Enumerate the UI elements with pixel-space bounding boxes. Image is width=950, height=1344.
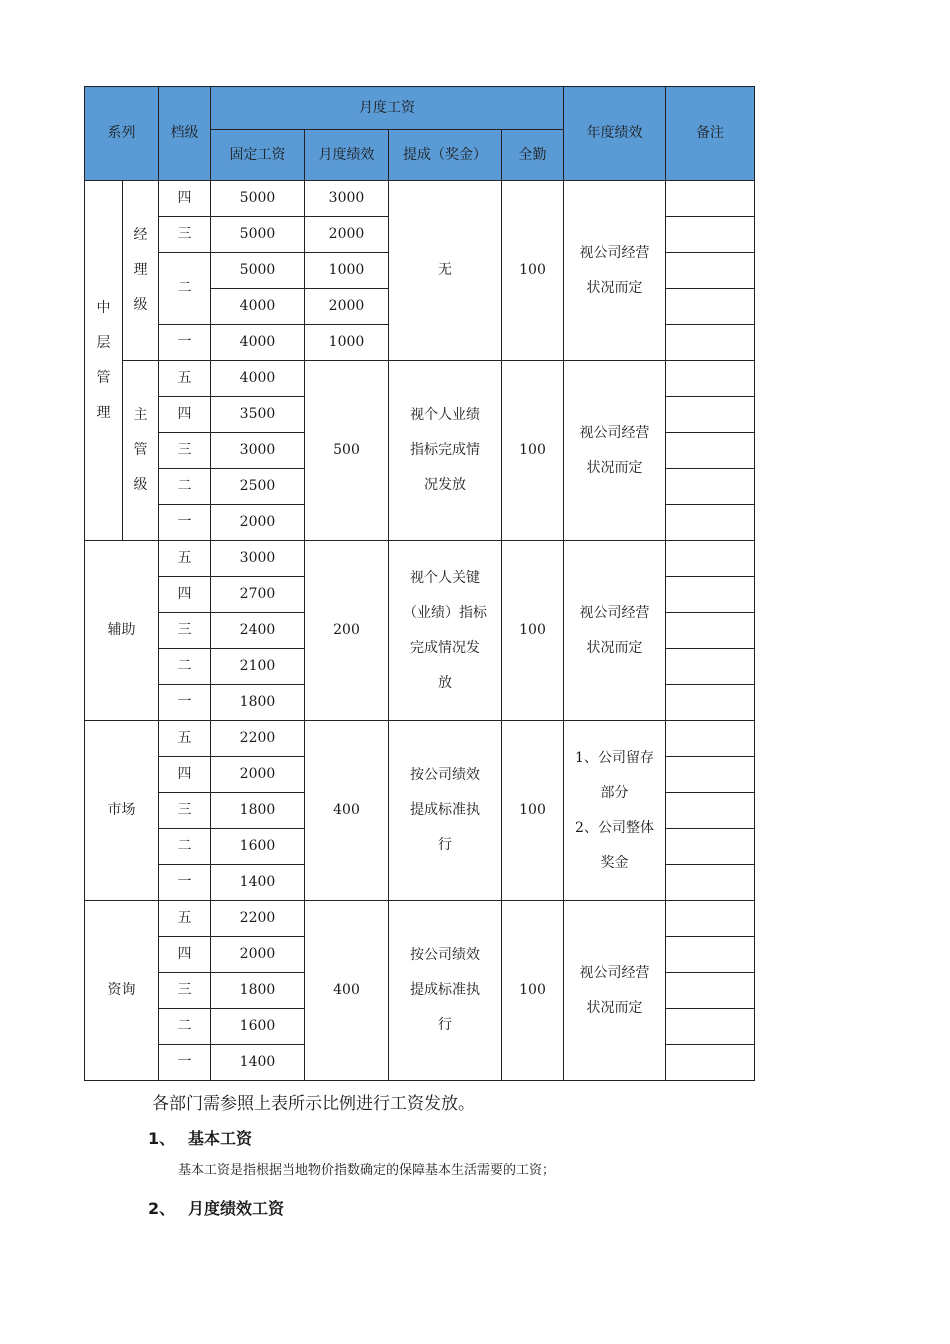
series-label: 中层管理: [96, 299, 111, 421]
fixed-salary-cell: 2100: [211, 649, 305, 685]
remarks-cell: [666, 613, 755, 649]
fixed-salary-cell: 5000: [211, 253, 305, 289]
grade-cell: 五: [159, 541, 211, 577]
annual-line: 1、公司留存: [575, 749, 654, 766]
commission-line: 按公司绩效: [410, 767, 480, 783]
subseries-cell-manager: [123, 181, 159, 361]
grade-cell: 二: [159, 253, 211, 325]
commission-cell: [389, 901, 502, 1081]
remarks-cell: [666, 433, 755, 469]
section-number: 1、: [148, 1129, 176, 1148]
subseries-cell-supervisor: [123, 361, 159, 541]
remarks-cell: [666, 253, 755, 289]
remarks-cell: [666, 685, 755, 721]
commission-line: 视个人关键: [410, 569, 480, 586]
section-heading-monthly-performance: [148, 1196, 284, 1219]
subseries-label: 主管级: [133, 407, 148, 493]
grade-cell: 二: [159, 469, 211, 505]
fixed-salary-cell: 2000: [211, 757, 305, 793]
remarks-cell: [666, 901, 755, 937]
series-cell-consulting: 资询: [85, 901, 159, 1081]
remarks-cell: [666, 937, 755, 973]
grade-cell: 一: [159, 1045, 211, 1081]
header-monthly-performance: 月度绩效: [305, 130, 389, 181]
remarks-cell: [666, 505, 755, 541]
annual-line: 视公司经营: [579, 604, 650, 621]
annual-line: 视公司经营: [579, 964, 650, 981]
fixed-salary-cell: 2500: [211, 469, 305, 505]
remarks-cell: [666, 1009, 755, 1045]
fixed-salary-cell: 1800: [211, 793, 305, 829]
header-attendance: 全勤: [502, 130, 564, 181]
monthly-performance-cell: 200: [305, 541, 389, 721]
attendance-cell: 100: [502, 541, 564, 721]
monthly-performance-cell: 400: [305, 901, 389, 1081]
grade-cell: 四: [159, 397, 211, 433]
grade-cell: 一: [159, 325, 211, 361]
commission-line: 指标完成情: [410, 442, 480, 458]
annual-line: 部分: [600, 784, 629, 801]
annual-line: 状况而定: [586, 639, 643, 656]
section-body-basic-salary: 基本工资是指根据当地物价指数确定的保障基本生活需要的工资；: [178, 1163, 556, 1178]
commission-line: 按公司绩效: [410, 947, 480, 963]
grade-cell: 四: [159, 577, 211, 613]
commission-line: （业绩）指标: [403, 604, 487, 621]
remarks-cell: [666, 181, 755, 217]
attendance-cell: 100: [502, 721, 564, 901]
fixed-salary-cell: 3000: [211, 541, 305, 577]
series-cell-market: 市场: [85, 721, 159, 901]
header-annual-performance: 年度绩效: [564, 87, 666, 181]
fixed-salary-cell: 3000: [211, 433, 305, 469]
remarks-cell: [666, 1045, 755, 1081]
salary-table: [84, 86, 755, 1081]
commission-line: 放: [438, 674, 452, 691]
annual-line: 状况而定: [586, 279, 643, 296]
grade-cell: 一: [159, 505, 211, 541]
annual-performance-cell: [564, 361, 666, 541]
annual-performance-cell: [564, 541, 666, 721]
commission-line: 况发放: [424, 477, 466, 493]
remarks-cell: [666, 541, 755, 577]
commission-line: 完成情况发: [410, 639, 480, 656]
fixed-salary-cell: 1400: [211, 865, 305, 901]
annual-line: 视公司经营: [579, 244, 650, 261]
commission-line: 提成标准执: [410, 802, 480, 818]
series-cell-middle-management: [85, 181, 123, 541]
remarks-cell: [666, 577, 755, 613]
commission-cell: [389, 721, 502, 901]
section-number: 2、: [148, 1199, 176, 1218]
remarks-cell: [666, 217, 755, 253]
grade-cell: 五: [159, 901, 211, 937]
grade-cell: 一: [159, 685, 211, 721]
header-grade: 档级: [159, 87, 211, 181]
grade-cell: 二: [159, 1009, 211, 1045]
commission-line: 视个人业绩: [410, 407, 480, 423]
series-cell-auxiliary: 辅助: [85, 541, 159, 721]
annual-performance-cell: [564, 901, 666, 1081]
fixed-salary-cell: 4000: [211, 361, 305, 397]
monthly-performance-cell: 400: [305, 721, 389, 901]
monthly-performance-cell: 3000: [305, 181, 389, 217]
fixed-salary-cell: 3500: [211, 397, 305, 433]
remarks-cell: [666, 721, 755, 757]
annual-line: 状况而定: [586, 999, 643, 1016]
grade-cell: 二: [159, 649, 211, 685]
fixed-salary-cell: 5000: [211, 181, 305, 217]
fixed-salary-cell: 2200: [211, 721, 305, 757]
fixed-salary-cell: 1600: [211, 1009, 305, 1045]
fixed-salary-cell: 4000: [211, 325, 305, 361]
grade-cell: 二: [159, 829, 211, 865]
fixed-salary-cell: 4000: [211, 289, 305, 325]
grade-cell: 四: [159, 937, 211, 973]
remarks-cell: [666, 829, 755, 865]
grade-cell: 三: [159, 973, 211, 1009]
remarks-cell: [666, 973, 755, 1009]
fixed-salary-cell: 2200: [211, 901, 305, 937]
remarks-cell: [666, 361, 755, 397]
annual-line: 2、公司整体: [575, 819, 654, 836]
header-commission: 提成（奖金）: [389, 130, 502, 181]
monthly-performance-cell: 500: [305, 361, 389, 541]
grade-cell: 三: [159, 217, 211, 253]
attendance-cell: 100: [502, 901, 564, 1081]
fixed-salary-cell: 2000: [211, 937, 305, 973]
header-remarks: 备注: [666, 87, 755, 181]
remarks-cell: [666, 649, 755, 685]
remarks-cell: [666, 865, 755, 901]
grade-cell: 三: [159, 613, 211, 649]
grade-cell: 一: [159, 865, 211, 901]
grade-cell: 五: [159, 361, 211, 397]
annual-line: 视公司经营: [579, 424, 650, 441]
fixed-salary-cell: 2000: [211, 505, 305, 541]
annual-line: 奖金: [600, 854, 629, 871]
header-series: 系列: [85, 87, 159, 181]
attendance-cell: 100: [502, 181, 564, 361]
header-monthly-salary: 月度工资: [211, 87, 564, 130]
annual-performance-cell: [564, 181, 666, 361]
commission-cell: [389, 361, 502, 541]
fixed-salary-cell: 1800: [211, 973, 305, 1009]
remarks-cell: [666, 325, 755, 361]
grade-cell: 三: [159, 433, 211, 469]
section-title: 月度绩效工资: [188, 1199, 285, 1218]
fixed-salary-cell: 5000: [211, 217, 305, 253]
subseries-label: 经理级: [133, 227, 148, 313]
grade-cell: 三: [159, 793, 211, 829]
monthly-performance-cell: 2000: [305, 217, 389, 253]
monthly-performance-cell: 2000: [305, 289, 389, 325]
fixed-salary-cell: 1600: [211, 829, 305, 865]
monthly-performance-cell: 1000: [305, 325, 389, 361]
remarks-cell: [666, 469, 755, 505]
remarks-cell: [666, 793, 755, 829]
annual-line: 状况而定: [586, 459, 643, 476]
header-fixed-salary: 固定工资: [211, 130, 305, 181]
fixed-salary-cell: 1800: [211, 685, 305, 721]
commission-line: 行: [438, 1017, 452, 1033]
monthly-performance-cell: 1000: [305, 253, 389, 289]
remarks-cell: [666, 289, 755, 325]
attendance-cell: 100: [502, 361, 564, 541]
section-heading-basic-salary: [148, 1126, 252, 1149]
section-title: 基本工资: [188, 1129, 253, 1148]
grade-cell: 四: [159, 757, 211, 793]
grade-cell: 四: [159, 181, 211, 217]
grade-cell: 五: [159, 721, 211, 757]
annual-performance-cell: [564, 721, 666, 901]
fixed-salary-cell: 1400: [211, 1045, 305, 1081]
fixed-salary-cell: 2400: [211, 613, 305, 649]
fixed-salary-cell: 2700: [211, 577, 305, 613]
commission-cell: 无: [389, 181, 502, 361]
remarks-cell: [666, 757, 755, 793]
commission-line: 提成标准执: [410, 982, 480, 998]
table-caption: 各部门需参照上表所示比例进行工资发放。: [152, 1094, 475, 1114]
remarks-cell: [666, 397, 755, 433]
commission-cell: [389, 541, 502, 721]
commission-line: 行: [438, 837, 452, 853]
